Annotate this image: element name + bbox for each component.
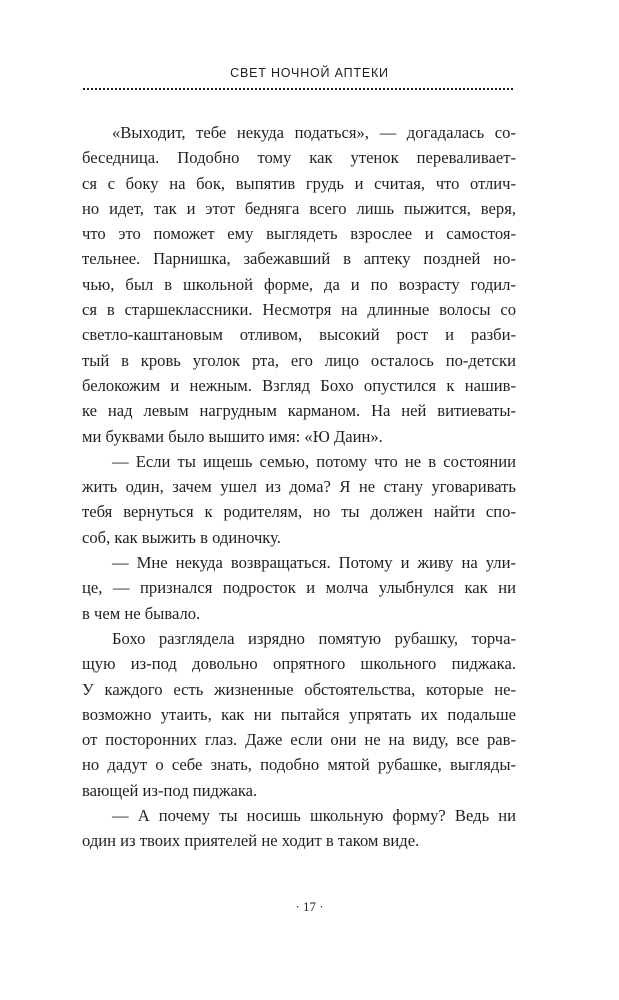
text-line: соб, как выжить в одиночку. xyxy=(82,527,281,547)
text-line: щую из-под довольно опрятного школьного пиджака. xyxy=(82,654,516,674)
text-line: один из твоих приятелей не ходит в таком виде. xyxy=(82,831,420,851)
paragraph xyxy=(82,803,516,854)
text-line: У каждого есть жизненные обстоятельства, которые не- xyxy=(82,679,516,699)
dotted-rule xyxy=(83,88,513,90)
text-line: — А почему ты носишь школьную форму? Ведь ни xyxy=(112,806,516,826)
text-line: тый в кровь уголок рта, его лицо осталось по-детски xyxy=(82,350,516,370)
text-line: светло-каштановым отливом, высокий рост и разби- xyxy=(82,325,516,345)
text-line: возможно утаить, как ни пытайся упрятать их подальше xyxy=(82,704,516,724)
page-number: · 17 · xyxy=(295,899,324,914)
paragraph xyxy=(82,449,516,550)
text-line: тельнее. Парнишка, забежавший в аптеку поздней но- xyxy=(82,249,516,269)
text-line: тебя вернуться к родителям, но ты должен найти спо- xyxy=(82,502,516,522)
text-line: ся с боку на бок, выпятив грудь и считая, что отлич- xyxy=(82,173,516,193)
text-line: но дадут о себе знать, подобно мятой рубашке, выгляды- xyxy=(82,755,516,775)
text-line: — Если ты ищешь семью, потому что не в состоянии xyxy=(112,451,516,471)
text-line: белокожим и нежным. Взгляд Бохо опустился к нашив- xyxy=(82,375,516,395)
paragraph xyxy=(82,120,516,449)
text-line: что это поможет ему выглядеть взрослее и самостоя- xyxy=(82,224,516,244)
text-line: но идет, так и этот бедняга всего лишь пыжится, веря, xyxy=(82,198,516,218)
text-line: от посторонних глаз. Даже если они не на виду, все рав- xyxy=(82,730,516,750)
text-line: чью, был в школьной форме, да и по возрасту годил- xyxy=(82,274,516,294)
text-line: жить один, зачем ушел из дома? Я не стану уговаривать xyxy=(82,477,516,497)
paragraph xyxy=(82,626,516,803)
text-line: це, — признался подросток и молча улыбнулся как ни xyxy=(82,578,516,598)
paragraph xyxy=(82,550,516,626)
text-line: «Выходит, тебе некуда податься», — догадалась со- xyxy=(112,123,516,142)
body-text xyxy=(82,120,516,854)
text-line: беседница. Подобно тому как утенок переваливает- xyxy=(82,148,516,168)
text-line: в чем не бывало. xyxy=(82,603,201,623)
text-line: Бохо разглядела изрядно помятую рубашку, торча- xyxy=(112,628,516,648)
text-line: ке над левым нагрудным карманом. На ней витиеваты- xyxy=(82,401,516,421)
text-line: вающей из-под пиджака. xyxy=(82,780,258,800)
text-line: ся в старшеклассники. Несмотря на длинные волосы со xyxy=(82,300,516,320)
text-line: ми буквами было вышито имя: «Ю Даин». xyxy=(82,426,383,446)
text-line: — Мне некуда возвращаться. Потому и живу на ули- xyxy=(112,553,516,573)
running-head: СВЕТ НОЧНОЙ АПТЕКИ xyxy=(230,66,389,80)
